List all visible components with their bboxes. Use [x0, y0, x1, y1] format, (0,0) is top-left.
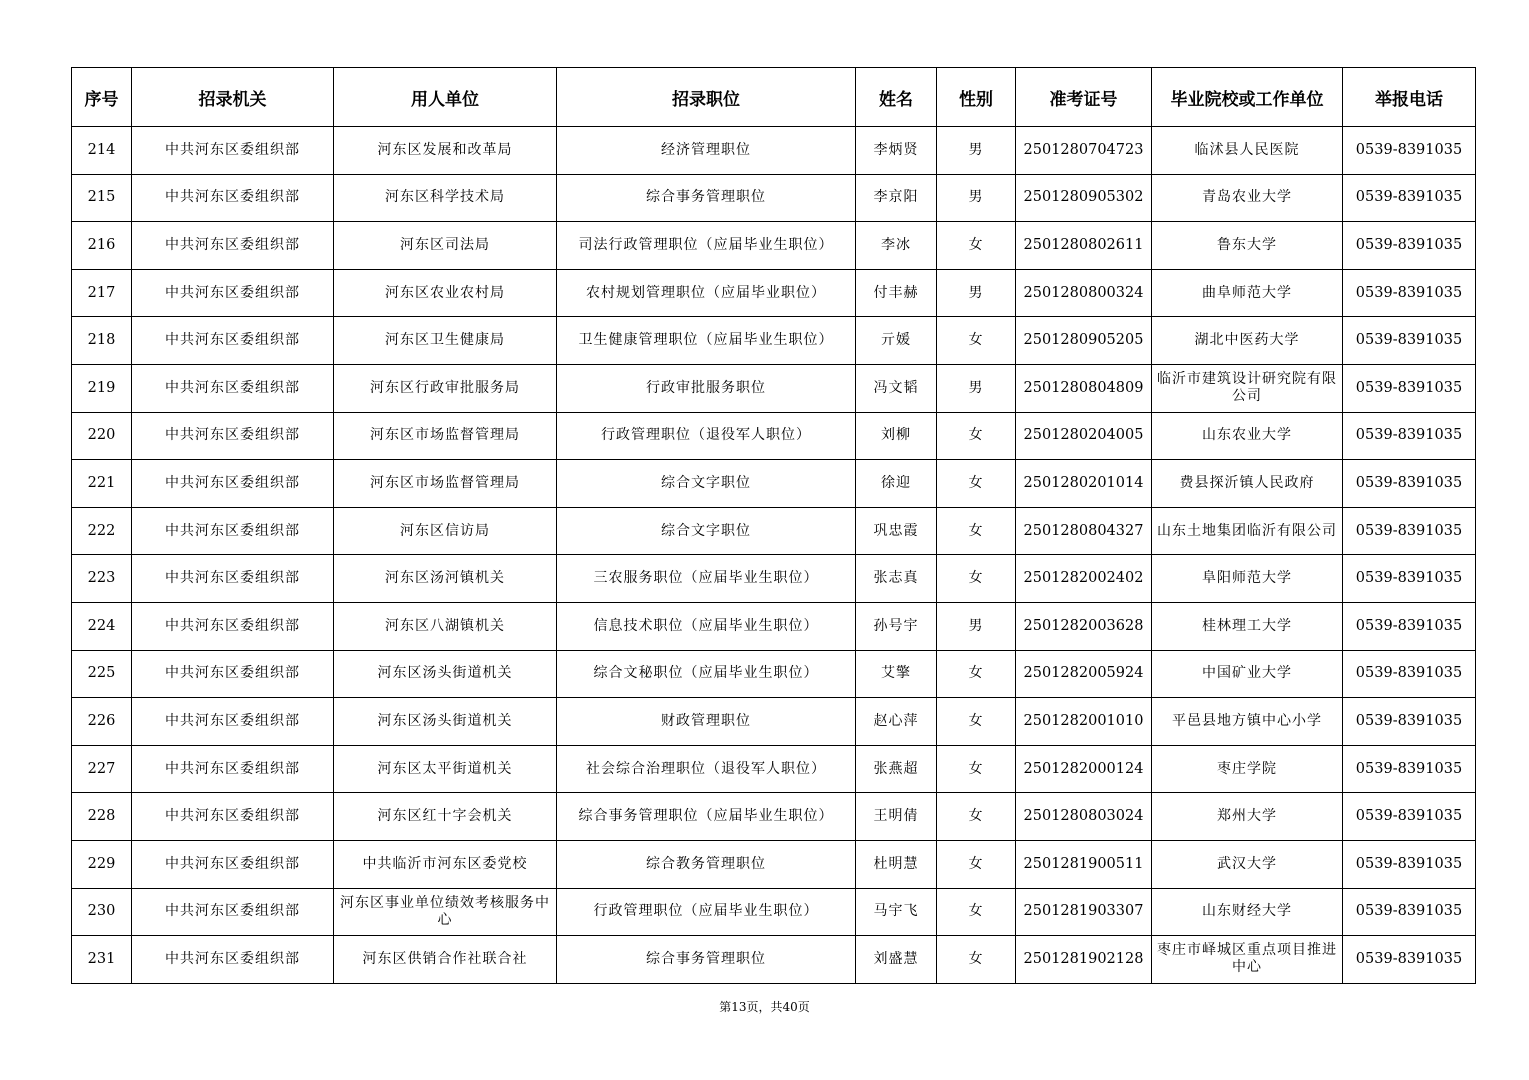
phone-cell: 0539-8391035: [1343, 555, 1476, 603]
agency-cell: 中共河东区委组织部: [132, 602, 334, 650]
name-cell: 冯文韬: [856, 364, 937, 412]
gender-cell: 女: [937, 840, 1016, 888]
agency-cell: 中共河东区委组织部: [132, 460, 334, 508]
table-row: [72, 840, 1476, 888]
phone-cell: 0539-8391035: [1343, 888, 1476, 936]
phone-cell: 0539-8391035: [1343, 364, 1476, 412]
table-row: [72, 936, 1476, 984]
phone-cell: 0539-8391035: [1343, 222, 1476, 270]
unit-cell: 河东区汤头街道机关: [334, 650, 557, 698]
phone-cell: 0539-8391035: [1343, 936, 1476, 984]
index-cell: 225: [72, 650, 132, 698]
gender-cell: 女: [937, 793, 1016, 841]
index-cell: 221: [72, 460, 132, 508]
agency-cell: 中共河东区委组织部: [132, 698, 334, 746]
agency-cell: 中共河东区委组织部: [132, 269, 334, 317]
school-cell: 枣庄市峄城区重点项目推进中心: [1152, 936, 1343, 984]
phone-cell: 0539-8391035: [1343, 460, 1476, 508]
index-cell: 216: [72, 222, 132, 270]
phone-cell: 0539-8391035: [1343, 793, 1476, 841]
agency-cell: 中共河东区委组织部: [132, 840, 334, 888]
index-cell: 214: [72, 127, 132, 175]
school-cell: 湖北中医药大学: [1152, 317, 1343, 365]
col-gender-header: 性别: [937, 68, 1016, 127]
table-row: [72, 888, 1476, 936]
agency-cell: 中共河东区委组织部: [132, 936, 334, 984]
exam-id-cell: 2501280802611: [1016, 222, 1152, 270]
gender-cell: 女: [937, 936, 1016, 984]
unit-cell: 河东区农业农村局: [334, 269, 557, 317]
col-name-header: 姓名: [856, 68, 937, 127]
name-cell: 亓媛: [856, 317, 937, 365]
table-header-row: [72, 68, 1476, 127]
phone-cell: 0539-8391035: [1343, 317, 1476, 365]
position-cell: 三农服务职位（应届毕业生职位）: [557, 555, 856, 603]
gender-cell: 女: [937, 698, 1016, 746]
phone-cell: 0539-8391035: [1343, 840, 1476, 888]
unit-cell: 河东区红十字会机关: [334, 793, 557, 841]
unit-cell: 河东区事业单位绩效考核服务中心: [334, 888, 557, 936]
exam-id-cell: 2501281903307: [1016, 888, 1152, 936]
table-row: [72, 222, 1476, 270]
phone-cell: 0539-8391035: [1343, 602, 1476, 650]
school-cell: 青岛农业大学: [1152, 174, 1343, 222]
exam-id-cell: 2501281900511: [1016, 840, 1152, 888]
agency-cell: 中共河东区委组织部: [132, 127, 334, 175]
index-cell: 222: [72, 507, 132, 555]
school-cell: 费县探沂镇人民政府: [1152, 460, 1343, 508]
col-position-header: 招录职位: [557, 68, 856, 127]
agency-cell: 中共河东区委组织部: [132, 745, 334, 793]
exam-id-cell: 2501280803024: [1016, 793, 1152, 841]
table-row: [72, 650, 1476, 698]
table-row: [72, 698, 1476, 746]
gender-cell: 女: [937, 888, 1016, 936]
gender-cell: 男: [937, 174, 1016, 222]
col-agency-header: 招录机关: [132, 68, 334, 127]
agency-cell: 中共河东区委组织部: [132, 555, 334, 603]
phone-cell: 0539-8391035: [1343, 127, 1476, 175]
school-cell: 枣庄学院: [1152, 745, 1343, 793]
index-cell: 217: [72, 269, 132, 317]
agency-cell: 中共河东区委组织部: [132, 507, 334, 555]
unit-cell: 河东区司法局: [334, 222, 557, 270]
gender-cell: 女: [937, 507, 1016, 555]
school-cell: 平邑县地方镇中心小学: [1152, 698, 1343, 746]
exam-id-cell: 2501280804327: [1016, 507, 1152, 555]
index-cell: 227: [72, 745, 132, 793]
name-cell: 刘盛慧: [856, 936, 937, 984]
position-cell: 综合事务管理职位: [557, 174, 856, 222]
position-cell: 综合教务管理职位: [557, 840, 856, 888]
position-cell: 农村规划管理职位（应届毕业职位）: [557, 269, 856, 317]
position-cell: 综合事务管理职位: [557, 936, 856, 984]
exam-id-cell: 2501280704723: [1016, 127, 1152, 175]
name-cell: 马宇飞: [856, 888, 937, 936]
name-cell: 张志真: [856, 555, 937, 603]
table-row: [72, 793, 1476, 841]
phone-cell: 0539-8391035: [1343, 507, 1476, 555]
table-row: [72, 412, 1476, 460]
index-cell: 218: [72, 317, 132, 365]
gender-cell: 女: [937, 650, 1016, 698]
exam-id-cell: 2501280905302: [1016, 174, 1152, 222]
unit-cell: 河东区太平街道机关: [334, 745, 557, 793]
exam-id-cell: 2501281902128: [1016, 936, 1152, 984]
school-cell: 阜阳师范大学: [1152, 555, 1343, 603]
unit-cell: 河东区科学技术局: [334, 174, 557, 222]
recruitment-table: [71, 67, 1476, 984]
agency-cell: 中共河东区委组织部: [132, 888, 334, 936]
table-row: [72, 460, 1476, 508]
exam-id-cell: 2501280201014: [1016, 460, 1152, 508]
page-number: 第13页，共40页: [719, 1000, 810, 1014]
position-cell: 财政管理职位: [557, 698, 856, 746]
index-cell: 229: [72, 840, 132, 888]
position-cell: 行政管理职位（应届毕业生职位）: [557, 888, 856, 936]
agency-cell: 中共河东区委组织部: [132, 793, 334, 841]
agency-cell: 中共河东区委组织部: [132, 174, 334, 222]
table-row: [72, 269, 1476, 317]
unit-cell: 河东区发展和改革局: [334, 127, 557, 175]
name-cell: 李京阳: [856, 174, 937, 222]
exam-id-cell: 2501282000124: [1016, 745, 1152, 793]
agency-cell: 中共河东区委组织部: [132, 650, 334, 698]
position-cell: 综合事务管理职位（应届毕业生职位）: [557, 793, 856, 841]
position-cell: 卫生健康管理职位（应届毕业生职位）: [557, 317, 856, 365]
school-cell: 桂林理工大学: [1152, 602, 1343, 650]
gender-cell: 男: [937, 364, 1016, 412]
table-row: [72, 745, 1476, 793]
unit-cell: 河东区行政审批服务局: [334, 364, 557, 412]
school-cell: 临沂市建筑设计研究院有限公司: [1152, 364, 1343, 412]
exam-id-cell: 2501282005924: [1016, 650, 1152, 698]
unit-cell: 中共临沂市河东区委党校: [334, 840, 557, 888]
table-row: [72, 507, 1476, 555]
exam-id-cell: 2501282003628: [1016, 602, 1152, 650]
unit-cell: 河东区市场监督管理局: [334, 460, 557, 508]
gender-cell: 女: [937, 555, 1016, 603]
table-row: [72, 364, 1476, 412]
index-cell: 224: [72, 602, 132, 650]
name-cell: 刘柳: [856, 412, 937, 460]
agency-cell: 中共河东区委组织部: [132, 412, 334, 460]
exam-id-cell: 2501280800324: [1016, 269, 1152, 317]
position-cell: 经济管理职位: [557, 127, 856, 175]
name-cell: 张燕超: [856, 745, 937, 793]
gender-cell: 女: [937, 317, 1016, 365]
unit-cell: 河东区汤河镇机关: [334, 555, 557, 603]
table-row: [72, 555, 1476, 603]
position-cell: 信息技术职位（应届毕业生职位）: [557, 602, 856, 650]
unit-cell: 河东区市场监督管理局: [334, 412, 557, 460]
school-cell: 曲阜师范大学: [1152, 269, 1343, 317]
position-cell: 行政审批服务职位: [557, 364, 856, 412]
exam-id-cell: 2501282001010: [1016, 698, 1152, 746]
name-cell: 付丰赫: [856, 269, 937, 317]
col-exam-id-header: 准考证号: [1016, 68, 1152, 127]
unit-cell: 河东区供销合作社联合社: [334, 936, 557, 984]
name-cell: 孙号宇: [856, 602, 937, 650]
name-cell: 赵心萍: [856, 698, 937, 746]
position-cell: 综合文字职位: [557, 460, 856, 508]
school-cell: 中国矿业大学: [1152, 650, 1343, 698]
index-cell: 215: [72, 174, 132, 222]
name-cell: 巩忠霞: [856, 507, 937, 555]
gender-cell: 男: [937, 127, 1016, 175]
school-cell: 鲁东大学: [1152, 222, 1343, 270]
school-cell: 山东土地集团临沂有限公司: [1152, 507, 1343, 555]
position-cell: 综合文秘职位（应届毕业生职位）: [557, 650, 856, 698]
index-cell: 220: [72, 412, 132, 460]
position-cell: 社会综合治理职位（退役军人职位）: [557, 745, 856, 793]
name-cell: 艾擎: [856, 650, 937, 698]
index-cell: 223: [72, 555, 132, 603]
gender-cell: 女: [937, 222, 1016, 270]
unit-cell: 河东区八湖镇机关: [334, 602, 557, 650]
table-row: [72, 317, 1476, 365]
agency-cell: 中共河东区委组织部: [132, 364, 334, 412]
phone-cell: 0539-8391035: [1343, 698, 1476, 746]
gender-cell: 男: [937, 269, 1016, 317]
gender-cell: 女: [937, 745, 1016, 793]
exam-id-cell: 2501280905205: [1016, 317, 1152, 365]
school-cell: 武汉大学: [1152, 840, 1343, 888]
index-cell: 228: [72, 793, 132, 841]
phone-cell: 0539-8391035: [1343, 745, 1476, 793]
gender-cell: 女: [937, 460, 1016, 508]
gender-cell: 女: [937, 412, 1016, 460]
index-cell: 226: [72, 698, 132, 746]
col-index-header: 序号: [72, 68, 132, 127]
unit-cell: 河东区卫生健康局: [334, 317, 557, 365]
table-row: [72, 127, 1476, 175]
gender-cell: 男: [937, 602, 1016, 650]
school-cell: 临沭县人民医院: [1152, 127, 1343, 175]
school-cell: 郑州大学: [1152, 793, 1343, 841]
phone-cell: 0539-8391035: [1343, 412, 1476, 460]
school-cell: 山东财经大学: [1152, 888, 1343, 936]
col-phone-header: 举报电话: [1343, 68, 1476, 127]
school-cell: 山东农业大学: [1152, 412, 1343, 460]
name-cell: 李炳贤: [856, 127, 937, 175]
phone-cell: 0539-8391035: [1343, 650, 1476, 698]
unit-cell: 河东区汤头街道机关: [334, 698, 557, 746]
table-row: [72, 602, 1476, 650]
agency-cell: 中共河东区委组织部: [132, 222, 334, 270]
agency-cell: 中共河东区委组织部: [132, 317, 334, 365]
position-cell: 综合文字职位: [557, 507, 856, 555]
name-cell: 杜明慧: [856, 840, 937, 888]
phone-cell: 0539-8391035: [1343, 269, 1476, 317]
index-cell: 230: [72, 888, 132, 936]
table-row: [72, 174, 1476, 222]
exam-id-cell: 2501280204005: [1016, 412, 1152, 460]
col-school-header: 毕业院校或工作单位: [1152, 68, 1343, 127]
position-cell: 司法行政管理职位（应届毕业生职位）: [557, 222, 856, 270]
position-cell: 行政管理职位（退役军人职位）: [557, 412, 856, 460]
phone-cell: 0539-8391035: [1343, 174, 1476, 222]
name-cell: 王明倩: [856, 793, 937, 841]
name-cell: 李冰: [856, 222, 937, 270]
exam-id-cell: 2501280804809: [1016, 364, 1152, 412]
index-cell: 219: [72, 364, 132, 412]
unit-cell: 河东区信访局: [334, 507, 557, 555]
col-unit-header: 用人单位: [334, 68, 557, 127]
exam-id-cell: 2501282002402: [1016, 555, 1152, 603]
name-cell: 徐迎: [856, 460, 937, 508]
index-cell: 231: [72, 936, 132, 984]
